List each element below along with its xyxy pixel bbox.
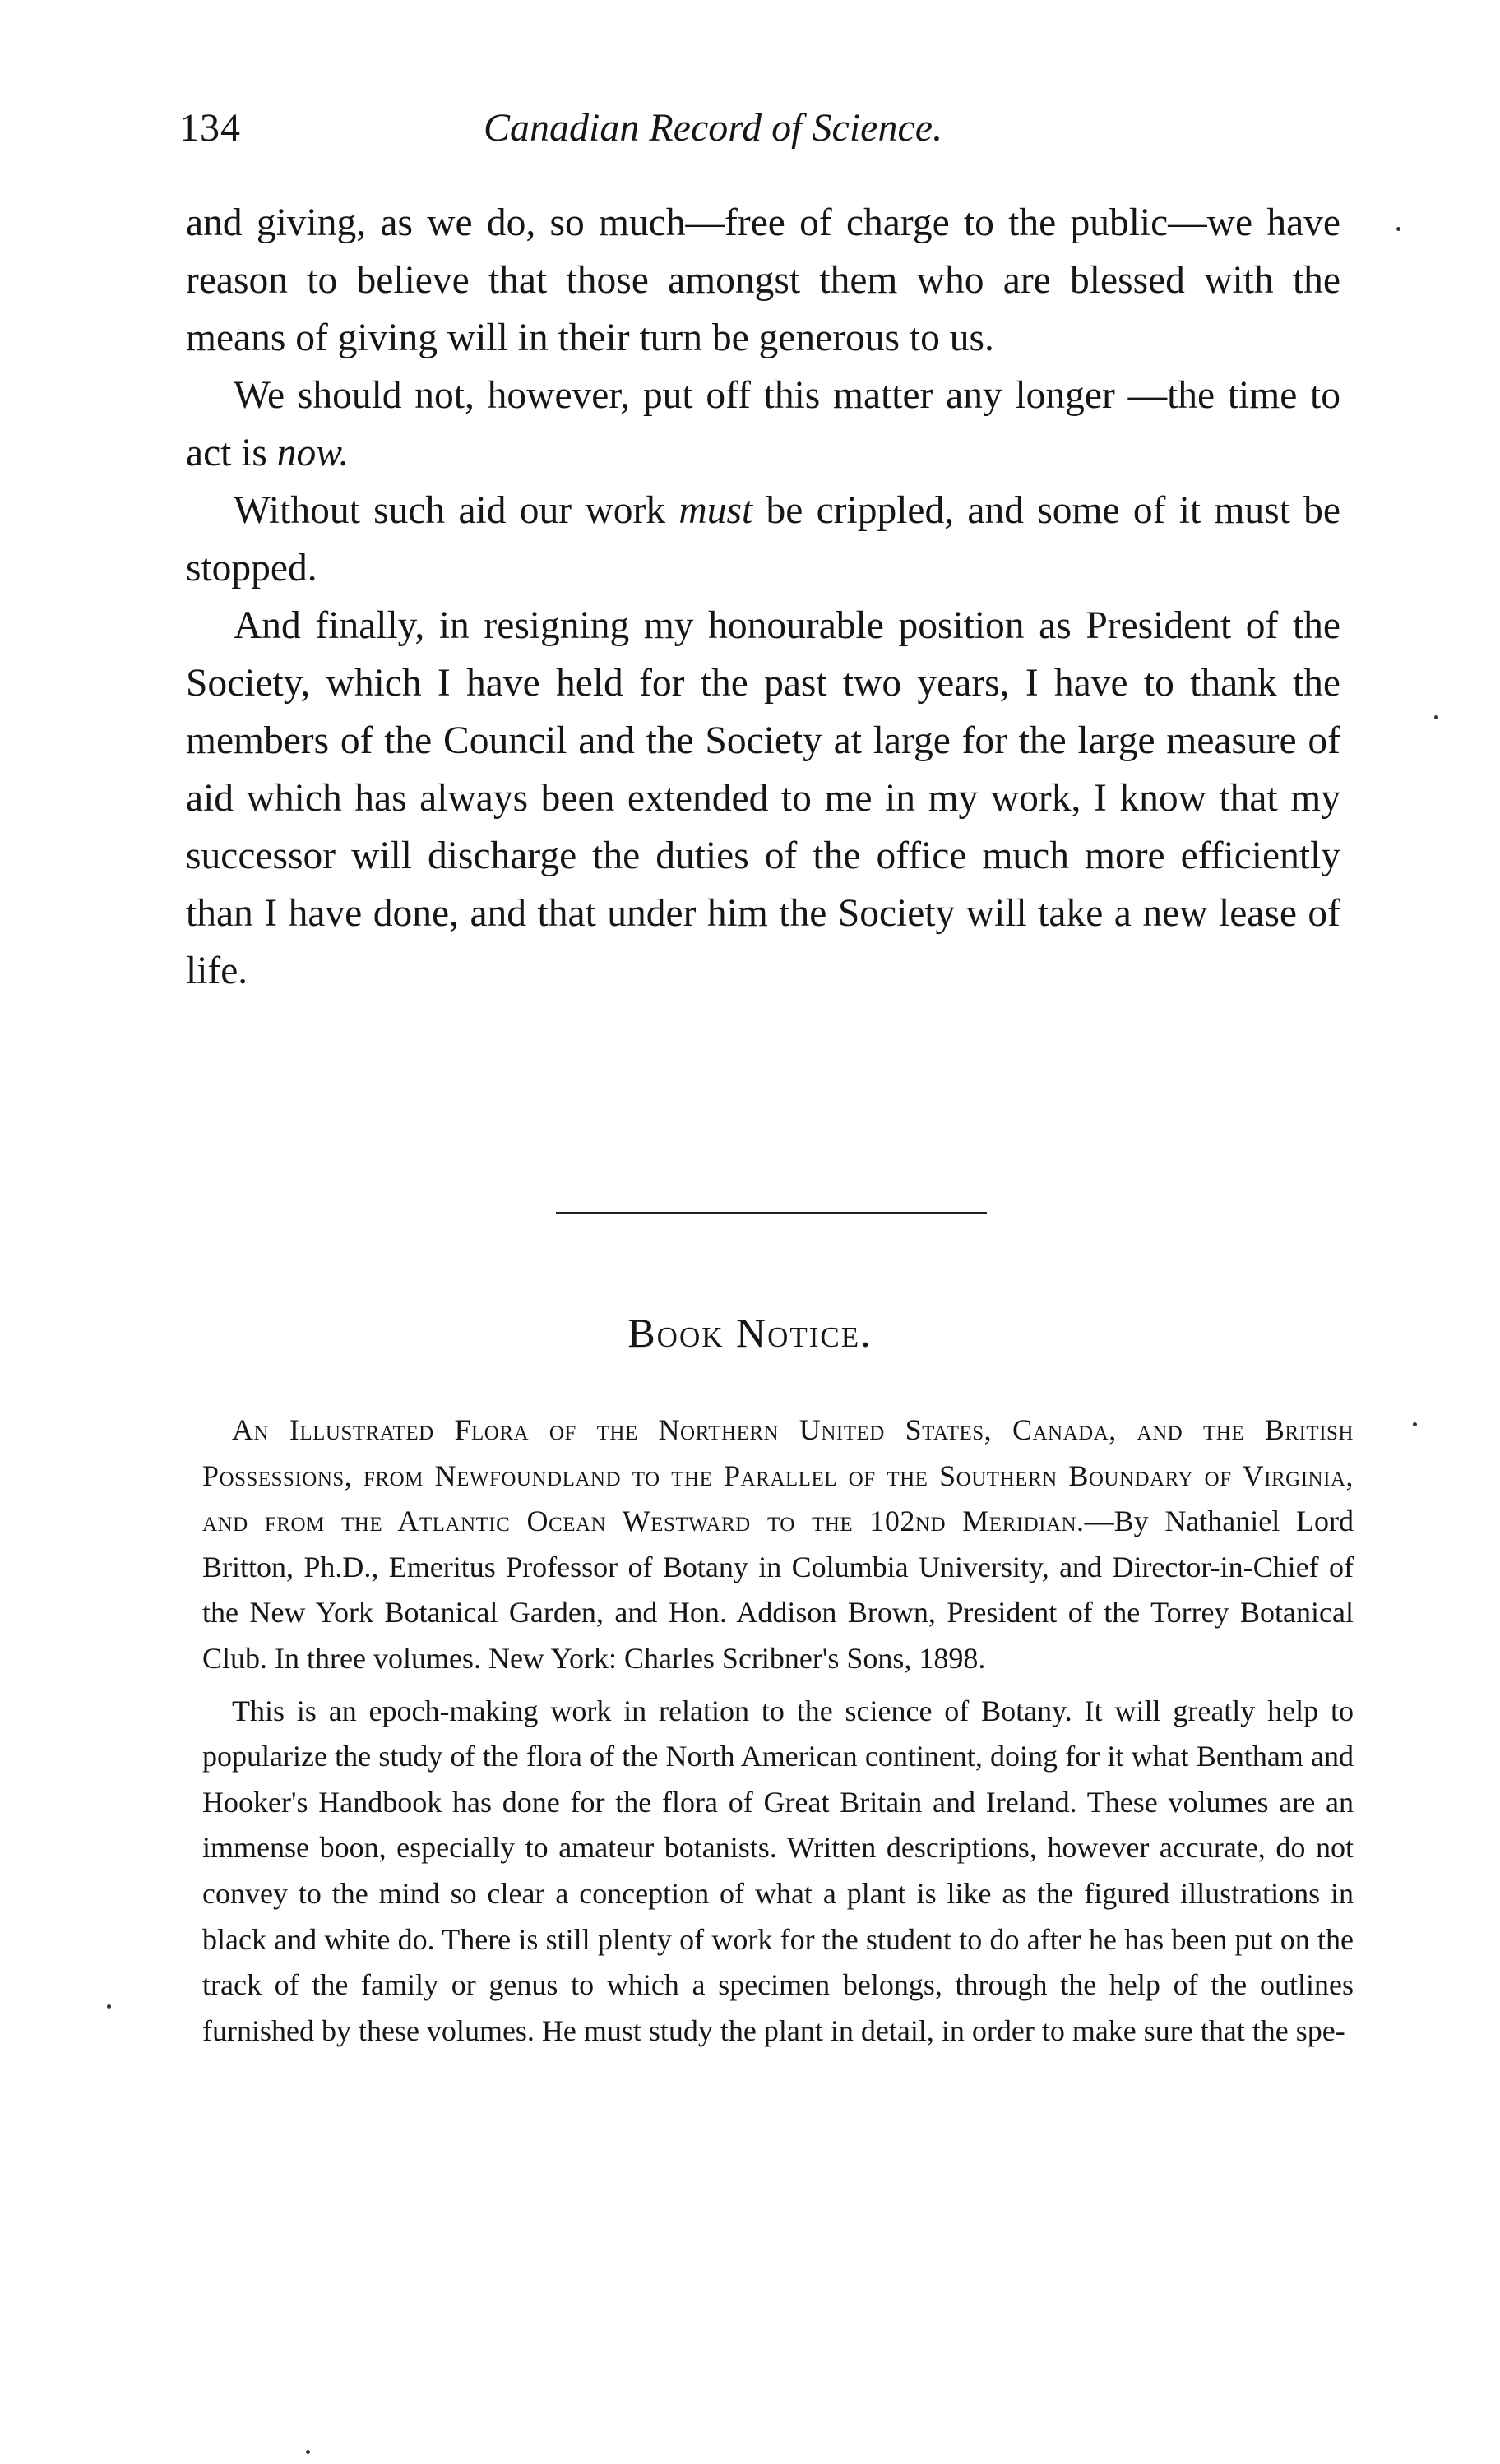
paragraph-continued: and giving, as we do, so much—free of charge to the public—we have reason to believe that those amongst them who are blessed with the means of giving will in their turn be generous to us.: [186, 201, 1340, 359]
page-header: [179, 105, 1363, 163]
running-title: Canadian Record of Science.: [484, 106, 943, 150]
address-conclusion: [186, 194, 1340, 1000]
paragraph-act-now: [186, 367, 1340, 482]
print-speck: [1413, 1422, 1417, 1426]
emphasis-now: now.: [276, 432, 350, 474]
print-speck: [306, 2450, 310, 2454]
paragraph-act-now-text: We should not, however, put off this matter any longer —the time to act is: [186, 374, 1340, 474]
section-heading: Book Notice.: [627, 1310, 873, 1356]
print-speck: [1396, 227, 1400, 231]
book-authors-publisher: —By Nathaniel Lord Britton, Ph.D., Emeritus Professor of Botany in Columbia University, and Director-in-Chief of the New York Botanical Garden, and Hon. Addison Brown, President of the Torrey Botanical Club. In three volumes. New York: Charles Scribner's Sons, 1898.: [202, 1505, 1354, 1675]
book-title: An Illustrated Flora of the Northern United States, Canada, and the British Possessions, from Newfoundland to the Parallel of the Southern Boundary of Virginia, and from the Atlantic Ocean Westward to the 102nd Meridian.: [202, 1413, 1354, 1538]
book-citation: [202, 1408, 1354, 1682]
section-divider: [556, 1212, 987, 1214]
book-review-text: This is an epoch-making work in relation to the science of Botany. It will greatly help to popularize the study of the flora of the North American continent, doing for it what Bentham and Hooker's Handbook has done for the flora of Great Britain and Ireland. These volumes are an immense boon, especially to amateur botanists. Written descriptions, however accurate, do not convey to the mind so clear a conception of what a plant is like as the figured illustrations in black and white do. There is still plenty of work for the student to do after he has been put on the track of the family or genus to which a specimen belongs, through the help of the outlines furnished by these volumes. He must study the plant in detail, in order to make sure that the spe-: [202, 1694, 1354, 2047]
paragraph-without-aid: [186, 482, 1340, 597]
paragraph-without-aid-start: Without such aid our work: [234, 489, 679, 532]
emphasis-must: must: [678, 489, 753, 532]
paragraph-without-aid-end: be crippled, and some of it must be stopped.: [186, 489, 1341, 589]
page-number: 134: [179, 106, 241, 150]
book-notice: [202, 1408, 1354, 2054]
paragraph-resignation: And finally, in resigning my honourable position as President of the Society, which I have held for the past two years, I have to thank the members of the Council and the Society at large for the large measure of aid which has always been extended to me in my work, I know that my successor will discharge the duties of the office much more efficiently than I have done, and that under him the Society will take a new lease of life.: [186, 604, 1340, 992]
print-speck: [1434, 715, 1438, 719]
print-speck: [107, 2004, 111, 2009]
